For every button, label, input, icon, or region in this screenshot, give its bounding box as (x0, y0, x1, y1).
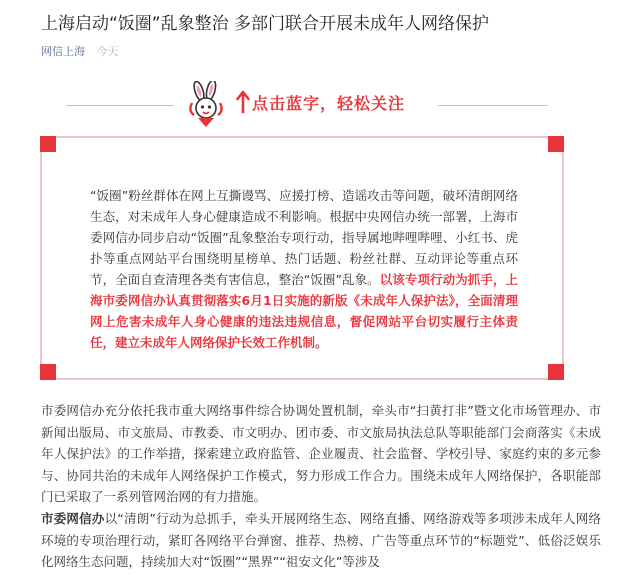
lead-bold: 市委网信办 (41, 510, 105, 526)
account-name-link[interactable]: 网信上海 (41, 45, 85, 58)
arrow-up-icon (236, 90, 250, 114)
body-paragraph-2 (41, 508, 601, 573)
follow-banner[interactable] (66, 80, 548, 130)
follow-cta-text[interactable]: 点击蓝字，轻松关注 (252, 94, 406, 113)
article-body (41, 400, 601, 573)
intro-paragraph (90, 185, 518, 353)
article-meta (41, 45, 119, 59)
article-title: 上海启动“饭圈”乱象整治 多部门联合开展未成年人网络保护 (41, 14, 490, 34)
corner-decoration (40, 364, 56, 380)
intro-box (40, 136, 564, 380)
divider-left (66, 105, 174, 106)
rabbit-mascot-icon (184, 81, 230, 129)
body-paragraph-1: 市委网信办充分依托我市重大网络事件综合协调处置机制，牵头市“扫黄打非”暨文化市场管理办、市新闻出版局、市文旅局、市教委、市文明办、团市委、市文旅局执法总队等职能部门会商落实《未成年人保护法》的工作举措，探索建立政府监管、企业履责、社会监督、学校引导、家庭约束的多元参与、协同共治的未成年人网络保护工作模式，努力形成工作合力。围绕未成年人网络保护，各职能部门已采取了一系列管网治网的有力措施。 (41, 403, 601, 505)
divider-right (438, 105, 548, 106)
intro-highlight: 以该专项行动为抓手，上海市委网信办认真贯彻落实6月1日实施的新版《未成年人保护法》，全面清理网上危害未成年人身心健康的违法违规信息，督促网站平台切实履行主体责任，建立未成年人网络保护长效工作机制。 (90, 272, 518, 350)
corner-decoration (40, 136, 56, 152)
body-paragraph-2-text: 以“清朗”行动为总抓手，牵头开展网络生态、网络直播、网络游戏等多项涉未成年人网络环境的专项治理行动，紧盯各网络平台弹窗、推荐、热榜、广告等重点环节的“标题党”、低俗泛娱乐化网络生态问题，持续加大对“饭圈”“黑界”“祖安文化”等涉及 (41, 510, 601, 570)
publish-time: 今天 (96, 45, 119, 58)
corner-decoration (548, 364, 564, 380)
intro-text: “饭圈”粉丝群体在网上互撕谩骂、应援打榜、造谣攻击等问题，破坏清朗网络生态，对未成年人身心健康造成不利影响。根据中央网信办统一部署，上海市委网信办同步启动“饭圈”乱象整治专项行动，指导属地哔哩哔哩、小红书、虎扑等重点网站平台围绕明星榜单、热门话题、粉丝社群、互动评论等重点环节，全面自查清理各类有害信息，整治“饭圈”乱象。 (90, 188, 518, 287)
corner-decoration (548, 136, 564, 152)
